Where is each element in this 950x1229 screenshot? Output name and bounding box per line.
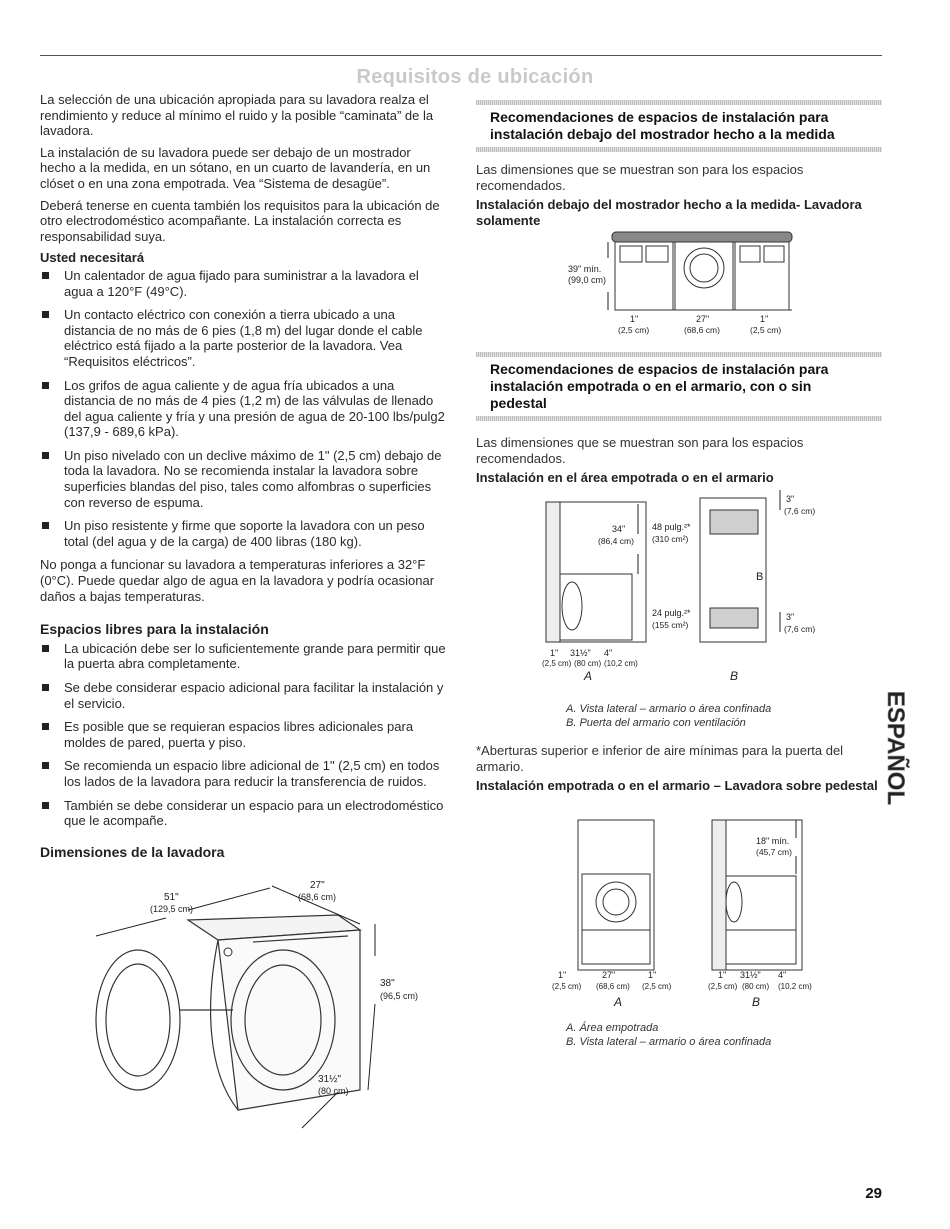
figB-top-vent: 48 pulg.²* [652, 522, 691, 532]
figA-depth: 31½" [570, 648, 591, 658]
left-gap-label: 1" [630, 314, 639, 324]
needs-list [40, 268, 448, 550]
list-item: Se recomienda un espacio libre adicional de 1" (2,5 cm) en todos los lados de la lavadora para reducir la transferencia de ruidos. [40, 758, 448, 789]
fig2B-label: B [752, 995, 761, 1009]
dim-line [368, 1004, 375, 1090]
figure-caption-2a: A. Área empotrada [566, 1022, 659, 1034]
figB-top-gap: 3" [786, 494, 795, 504]
dim-line [188, 888, 270, 910]
figB-door-letter: B [756, 571, 764, 583]
dim-31-label: 31½" [318, 1074, 342, 1085]
list-item: Un piso nivelado con un declive máximo de 1" (2,5 cm) debajo de toda la lavadora. No se recomienda instalar la lavadora sobre superficies blandas del piso, tales como alfombras o superficies con reverso de espuma. [40, 448, 448, 510]
intro-paragraph: La selección de una ubicación apropiada para su lavadora realza el rendimiento y reduce al mínimo el ruido y la posible “caminata” de la lavadora. [40, 92, 434, 139]
figure-caption-2b: B. Vista lateral – armario o área confinada [566, 1036, 772, 1048]
fig2B-height: 18" mín. [756, 836, 790, 846]
right-gap-cm: (2,5 cm) [750, 325, 782, 335]
dim-27-cm: (68,6 cm) [298, 892, 337, 902]
figB-bottom-vent: 24 pulg.²* [652, 608, 691, 618]
fig2B-gap-1-cm: (2,5 cm) [708, 982, 738, 991]
recessed-text: Las dimensiones que se muestran son para los espacios recomendados. [476, 435, 804, 466]
fig2B-depth-cm: (80 cm) [742, 982, 770, 991]
dim-38-cm: (96,5 cm) [380, 991, 419, 1001]
intro-paragraph: Deberá tenerse en cuenta también los requisitos para la ubicación de otro electrodoméstico acompañante. La instalación correcta es responsabilidad suya. [40, 197, 440, 244]
height-cm: (99,0 cm) [568, 275, 607, 285]
list-item: También se debe considerar un espacio para un electrodoméstico que le acompañe. [40, 798, 448, 829]
list-item: Se debe considerar espacio adicional para facilitar la instalación y el servicio. [40, 680, 448, 711]
fig2A-left: 1" [558, 970, 567, 980]
figB-bottom-gap-cm: (7,6 cm) [784, 624, 816, 634]
figB-top-gap-cm: (7,6 cm) [784, 506, 816, 516]
closet-figure [540, 484, 870, 684]
figB-top-vent-cm: (310 cm²) [652, 534, 689, 544]
pedestal-subheading: Instalación empotrada o en el armario – Lavadora sobre pedestal [476, 778, 878, 794]
left-gap-cm: (2,5 cm) [618, 325, 650, 335]
fig2A-width: 27" [602, 970, 616, 980]
dim-51-label: 51" [164, 892, 179, 903]
fig2B-depth: 31½" [740, 970, 761, 980]
recessed-subheading: Instalación en el área empotrada o en el armario [476, 470, 774, 486]
figA-gap-1: 1" [550, 648, 559, 658]
fig2B-gap-4: 4" [778, 970, 787, 980]
undercounter-heading: Recomendaciones de espacios de instalación para instalación debajo del mostrador hecho a la medida [490, 109, 835, 142]
pedestal-block [476, 743, 882, 794]
dim-27-label: 27" [310, 880, 325, 891]
list-item: La ubicación debe ser lo suficientemente grande para permitir que la puerta abra completamente. [40, 641, 448, 672]
clearances-list [40, 641, 448, 829]
dim-51-cm: (129,5 cm) [150, 904, 194, 914]
fig2A-left-cm: (2,5 cm) [552, 982, 582, 991]
figB-bottom-gap: 3" [786, 612, 795, 622]
figure-caption-a: A. Vista lateral – armario o área confinada [566, 703, 772, 715]
figA-height-cm: (86,4 cm) [598, 536, 634, 546]
recessed-section [476, 352, 882, 486]
fig2A-right-cm: (2,5 cm) [642, 982, 672, 991]
right-gap-label: 1" [760, 314, 769, 324]
undercounter-text: Las dimensiones que se muestran son para los espacios recomendados. [476, 162, 804, 193]
figA-gap-4-cm: (10,2 cm) [604, 659, 638, 668]
language-tab-text: ESPAÑOL [882, 690, 909, 806]
figA-gap-1-cm: (2,5 cm) [542, 659, 572, 668]
figA-height: 34" [612, 524, 626, 534]
fig2B-gap-1: 1" [718, 970, 727, 980]
figA-depth-cm: (80 cm) [574, 659, 602, 668]
fig2A-label: A [614, 995, 623, 1009]
language-side-tab [876, 640, 909, 855]
undercounter-subheading: Instalación debajo del mostrador hecho a la medida- Lavadora solamente [476, 197, 862, 228]
height-label: 39" mín. [568, 264, 602, 274]
section-band [476, 416, 882, 421]
clearances-heading: Espacios libres para la instalación [40, 621, 269, 638]
page-number: 29 [865, 1185, 882, 1202]
left-column [40, 92, 448, 863]
undercounter-figure [560, 226, 800, 338]
footnote: *Aberturas superior e inferior de aire mínimas para la puerta del armario. [476, 743, 844, 774]
pedestal-figure [552, 812, 852, 1012]
width-label: 27" [696, 314, 710, 324]
fig2B-height-cm: (45,7 cm) [756, 847, 792, 857]
dimensions-heading: Dimensiones de la lavadora [40, 843, 225, 860]
list-item: Un piso resistente y firme que soporte la lavadora con un peso total (del agua y de la carga) de 400 libras (180 kg). [40, 518, 448, 549]
countertop [612, 232, 792, 242]
page-title: Requisitos de ubicación [356, 66, 594, 88]
figA-label: A [584, 669, 593, 683]
undercounter-section [476, 100, 882, 228]
figA-gap-4: 4" [604, 648, 613, 658]
fig2A-right: 1" [648, 970, 657, 980]
fig2A-width-cm: (68,6 cm) [596, 982, 630, 991]
dim-31-cm: (80 cm) [318, 1086, 349, 1096]
list-item: Un calentador de agua fijado para suministrar a la lavadora el agua a 120°F (49°C). [40, 268, 448, 299]
dim-38-label: 38" [380, 978, 395, 989]
list-item: Es posible que se requieran espacios libres adicionales para moldes de pared, puerta y piso. [40, 719, 448, 750]
figB-label: B [730, 669, 739, 683]
figure-caption-b: B. Puerta del armario con ventilación [566, 717, 746, 729]
list-item: Un contacto eléctrico con conexión a tierra ubicado a una distancia de no más de 6 pies (1,8 m) del lugar donde el cable eléctrico está fijado a la parte posterior de la lavadora. Vea “Requisitos eléctricos”. [40, 307, 448, 369]
washer-dimensions-illustration [88, 880, 419, 1140]
temperature-note: No ponga a funcionar su lavadora a temperaturas inferiores a 32°F (0°C). Puede quedar algo de agua en la lavadora y podría ocasionar daños a bajas temperaturas. [40, 557, 435, 604]
dim-line [96, 918, 166, 936]
fig2B-gap-4-cm: (10,2 cm) [778, 982, 812, 991]
figB-bottom-vent-cm: (155 cm²) [652, 620, 689, 630]
recessed-heading: Recomendaciones de espacios de instalación para instalación empotrada o en el armario, con o sin pedestal [490, 361, 829, 411]
needs-heading: Usted necesitará [40, 250, 145, 266]
section-band [476, 147, 882, 152]
top-rule [40, 55, 882, 56]
width-cm: (68,6 cm) [684, 325, 720, 335]
intro-paragraph: La instalación de su lavadora puede ser debajo de un mostrador hecho a la medida, en un sótano, en un cuarto de lavandería, en un clóset o en una zona empotrada. Vea “Sistema de desagüe”. [40, 144, 431, 191]
list-item: Los grifos de agua caliente y de agua fría ubicados a una distancia de no más de 4 pies (1,2 m) de las válvulas de llenado del agua caliente y fría y una presión de agua de 20-100 lbs/pulg2 (137,9 - 689,6 kPa). [40, 378, 448, 440]
